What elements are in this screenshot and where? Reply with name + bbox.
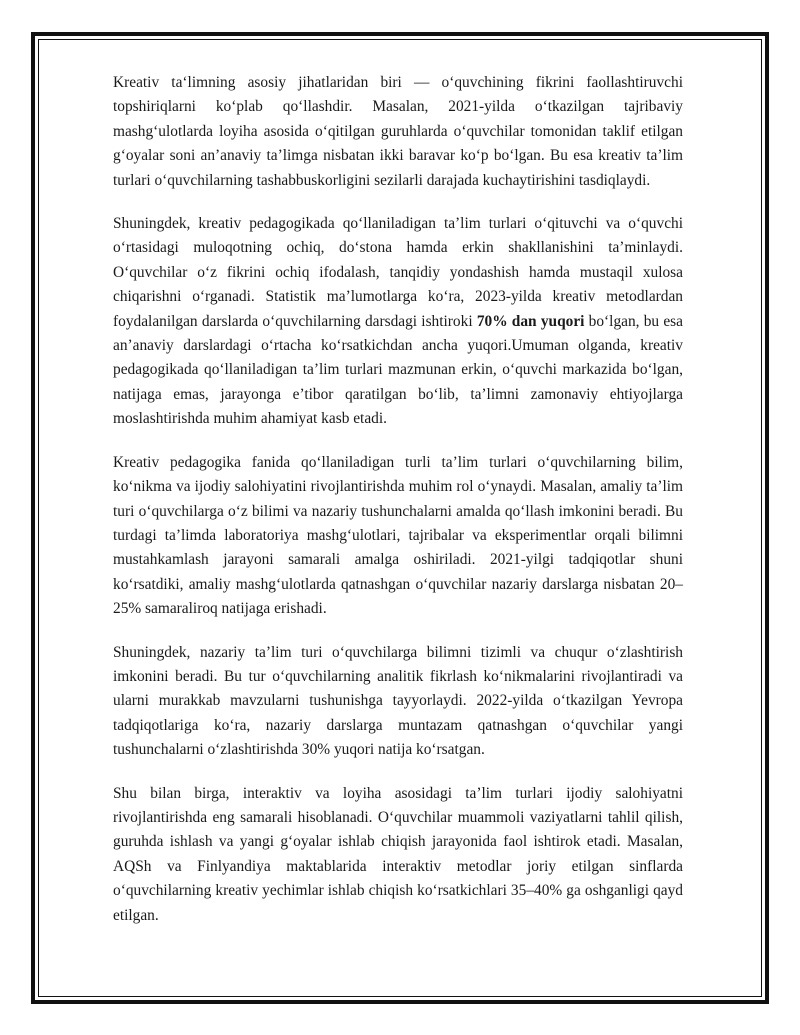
paragraph-5: Shu bilan birga, interaktiv va loyiha asosidagi ta’lim turlari ijodiy salohiyatni rivojlantirishda eng samarali hisoblanadi. O‘quvchilar muammoli vaziyatlarni tahlil qilish, guruhda ishlash va yangi g‘oyalar ishlab chiqish jarayonida faol ishtirok etadi. Masalan, AQSh va Finlyandiya maktablarida interaktiv metodlar joriy etilgan sinflarda o‘quvchilarning kreativ yechimlar ishlab chiqish ko‘rsatkichlari 35–40% ga oshganligi qayd etilgan.	[113, 784, 683, 924]
paragraph-2-text-before: Shuningdek, kreativ pedagogikada qo‘llaniladigan ta’lim turlari o‘qituvchi va o‘quvchi o‘rtasidagi muloqotning ochiq, do‘stona hamda erkin shakllanishini ta’minlaydi. O‘quvchilar o‘z fikrini ochiq ifodalash, tanqidiy yondashish hamda mustaqil xulosa chiqarishni o‘rganadi. Statistik ma’lumotlarga ko‘ra, 2023-yilda kreativ metodlardan foydalanilgan darslarda o‘quvchilarning darsdagi ishtiroki	[113, 215, 683, 330]
paragraph-4: Shuningdek, nazariy ta’lim turi o‘quvchilarga bilimni tizimli va chuqur o‘zlashtirish imkonini beradi. Bu tur o‘quvchilarning analitik fikrlash ko‘nikmalarini rivojlantiradi va ularni murakkab mavzularni tushunishga tayyorlaydi. 2022-yilda o‘tkazilgan Yevropa tadqiqotlariga ko‘ra, nazariy darslarga muntazam qatnashgan o‘quvchilar yangi tushunchalarni o‘zlashtirishda 30% yuqori natija ko‘rsatgan.	[113, 643, 683, 759]
paragraph-3: Kreativ pedagogika fanida qo‘llaniladigan turli ta’lim turlari o‘quvchilarning bilim, ko‘nikma va ijodiy salohiyatini rivojlantirishda muhim rol o‘ynaydi. Masalan, amaliy ta’lim turi o‘quvchilarga o‘z bilimi va nazariy tushunchalarni amalda qo‘llash imkonini beradi. Bu turdagi ta’limda laboratoriya mashg‘ulotlari, tajribalar va eksperimentlar orqali bilimni mustahkamlash jarayoni samarali amalga oshiriladi. 2021-yilgi tadqiqotlar shuni ko‘rsatdiki, amaliy mashg‘ulotlarda qatnashgan o‘quvchilar nazariy darslarga nisbatan 20–25% samaraliroq natijaga erishadi.	[113, 453, 683, 618]
paragraph-2-text-after: bo‘lgan, bu esa an’anaviy darslardagi o‘rtacha ko‘rsatkichdan ancha yuqori.Umuman olganda, kreativ pedagogikada qo‘llaniladigan ta’lim turlari mazmunan erkin, o‘quvchi markazida bo‘lgan, natijaga emas, jarayonga e’tibor qaratilgan bo‘lib, ta’limni zamonaviy ehtiyojlarga moslashtirishda muhim ahamiyat kasb etadi.	[113, 312, 683, 428]
paragraph-2	[113, 212, 683, 432]
paragraph-1: Kreativ ta‘limning asosiy jihatlaridan biri — o‘quvchining fikrini faollashtiruvchi topshiriqlarni ko‘plab qo‘llashdir. Masalan, 2021-yilda o‘tkazilgan tajribaviy mashg‘ulotlarda loyiha asosida o‘qitilgan guruhlarda o‘quvchilar tomonidan taklif etilgan g‘oyalar soni an’anaviy ta’limga nisbatan ikki baravar ko‘p bo‘lgan. Bu esa kreativ ta’lim turlari o‘quvchilarning tashabbuskorligini sezilarli darajada kuchaytirishini tasdiqlaydi.	[113, 74, 683, 189]
highlighted-statistic: 70% dan yuqori	[476, 312, 585, 330]
document-body	[113, 71, 683, 928]
